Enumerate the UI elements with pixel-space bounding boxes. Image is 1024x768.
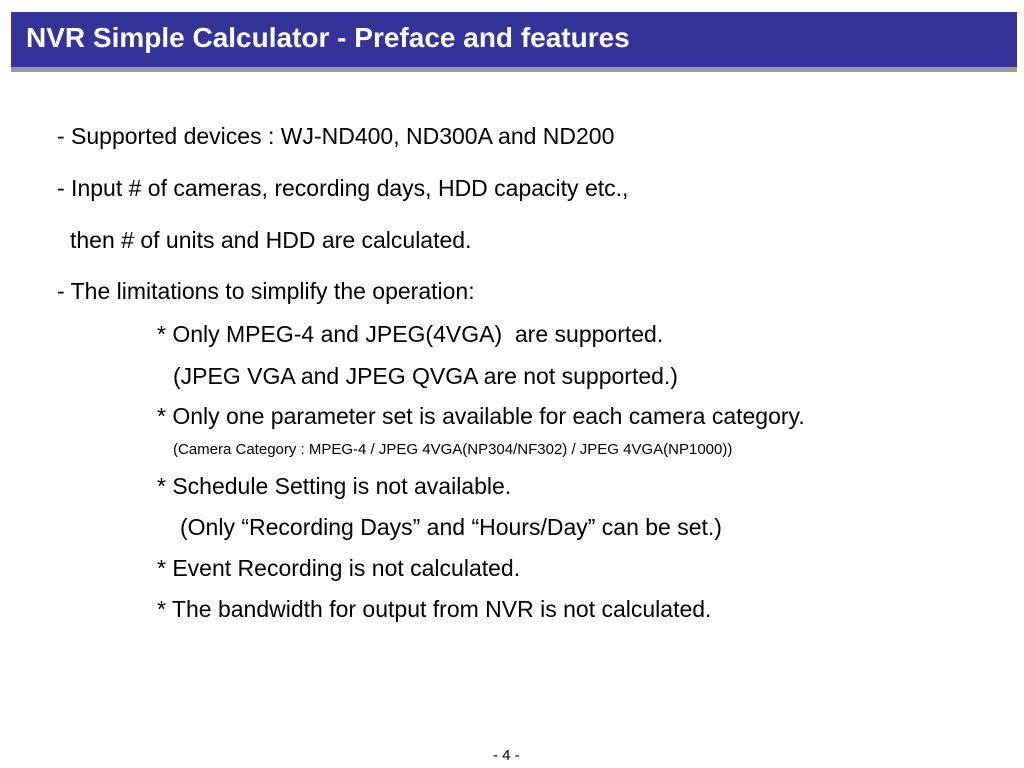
limitation-schedule-note: (Only “Recording Days” and “Hours/Day” can be set.) xyxy=(180,514,722,540)
limitation-codecs-note: (JPEG VGA and JPEG QVGA are not supported.) xyxy=(173,363,678,389)
page-number: - 4 - xyxy=(493,747,520,764)
bullet-supported-devices: - Supported devices : WJ-ND400, ND300A and ND200 xyxy=(57,123,615,149)
limitation-codecs: * Only MPEG-4 and JPEG(4VGA) are supported. xyxy=(157,321,664,347)
bullet-input-parameters: - Input # of cameras, recording days, HDD capacity etc., xyxy=(57,175,629,201)
limitation-schedule: * Schedule Setting is not available. xyxy=(157,473,512,499)
title-bar-shadow xyxy=(11,67,1017,72)
bullet-limitations: - The limitations to simplify the operation: xyxy=(57,278,475,304)
limitation-camera-category-note: (Camera Category : MPEG-4 / JPEG 4VGA(NP304/NF302) / JPEG 4VGA(NP1000)) xyxy=(173,441,733,458)
slide-title: NVR Simple Calculator - Preface and features xyxy=(26,22,630,53)
limitation-parameter-set: * Only one parameter set is available for each camera category. xyxy=(157,403,805,429)
limitation-event-recording: * Event Recording is not calculated. xyxy=(157,555,521,581)
limitation-bandwidth: * The bandwidth for output from NVR is not calculated. xyxy=(157,596,712,622)
bullet-input-continuation: then # of units and HDD are calculated. xyxy=(70,227,472,253)
